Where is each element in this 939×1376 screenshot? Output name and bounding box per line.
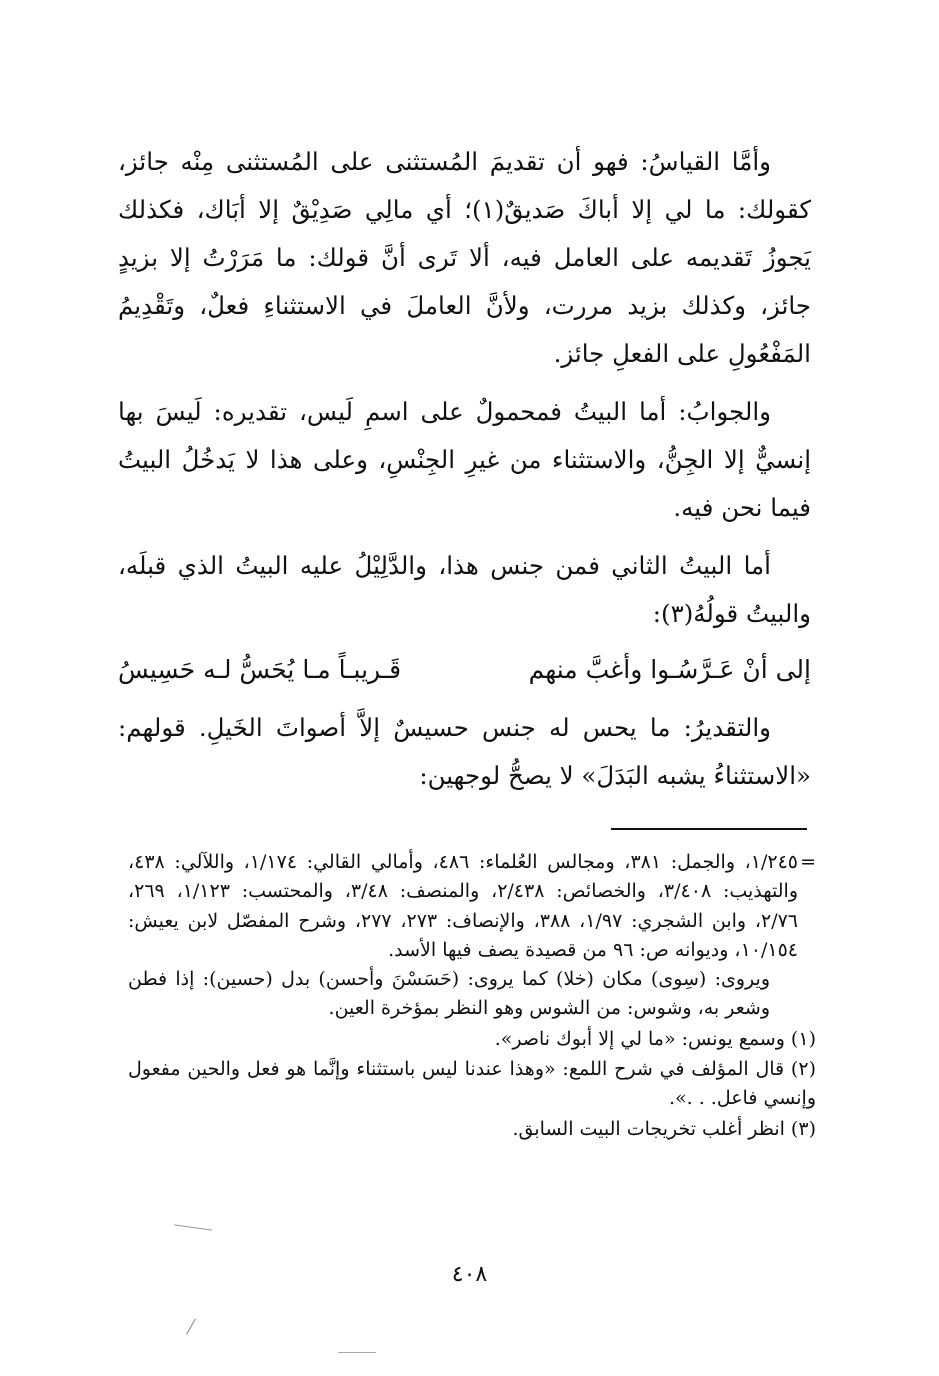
paragraph-estimation: والتقديرُ: ما يحس له جنس حسيسٌ إلاَّ أصواتَ الخَيلِ. قولهم: «الاستثناءُ يشبه البَدَلَ» لا يصحُّ لوجهين:: [118, 713, 811, 790]
scan-mark: [338, 1352, 376, 1353]
footnotes: [128, 848, 816, 1145]
verse-first-hemistich: إلى أنْ عَـرَّسُـوا وأغبَّ منهم: [528, 655, 811, 684]
paragraph-analogy: وأمَّا القياسُ: فهو أن تقديمَ المُستثنى على المُستثنى مِنْه جائز، كقولك: ما لي إلا أباكَ صَديقٌ(١)؛ أي مالِي صَدِيْقٌ إلا أبَاك، فكذلك يَجوزُ تَقديمه على العامل فيه، ألا تَرى أنَّ قولك: ما مَرَرْتُ إلا بزيدٍ جائز، وكذلك بزيد مررت، ولأنَّ العاملَ في الاستثناءِ فعلٌ، وتَقْدِيمُ المَفْعُولِ على الفعلِ جائز.: [118, 147, 812, 368]
page-number: ٤٠٨: [451, 1262, 488, 1287]
scan-mark: [186, 1318, 196, 1334]
paragraph-answer: والجوابُ: أما البيتُ فمحمولٌ على اسمِ لَيس، تقديره: لَيسَ بها إنسيٌّ إلا الجِنُّ، والاستثناء من غيرِ الجِنْسِ، وعلى هذا لا يَدخُلُ البيتُ فيما نحن فيه.: [118, 397, 811, 522]
footnote-2: (٢) قال المؤلف في شرح اللمع: «وهذا عندنا ليس باستثناء وإنَّما هو فعل والحين مفعول وإنسي فاعل. . .».: [128, 1058, 816, 1110]
scan-mark: [174, 1224, 212, 1230]
footnote-continuation: [128, 848, 816, 965]
footnote-separator: [611, 828, 807, 830]
main-text: [118, 138, 811, 810]
footnote-3: (٣) انظر أغلب تخريجات البيت السابق.: [512, 1117, 816, 1140]
footnote-variant: ويروى: (سِوى) مكان (خلا) كما يروى: (حَسَسْنَ وأحسن) بدل (حسين): إذا فطن وشعر به، وشوس: من الشوس وهو النظر بمؤخرة العين.: [128, 968, 771, 1020]
continuation-text: ١/٢٤٥، والجمل: ٣٨١، ومجالس العُلماء: ٤٨٦، وأمالي القالي: ١/١٧٤، واللآلي: ٤٣٨، والتهذيب: ٣/٤٠٨، والخصائص: ٢/٤٣٨، والمنصف: ٣/٤٨، والمحتسب: ١/١٢٣، ٢٦٩، ٢/٧٦، وابن الشجري: ١/٩٧، ٣٨٨، والإنصاف: ٢٧٣، ٢٧٧، وشرح المفصّل لابن يعيش: ١٠/١٥٤، وديوانه ص: ٩٦ من قصيدة يصف فيها الأسد.: [128, 851, 799, 961]
verse-second-hemistich: قَـريبـاً مـا يُحَسُّ لـه حَسِيسُ: [118, 655, 402, 684]
poetry-verse: [118, 648, 811, 692]
paragraph-second-verse: أما البيتُ الثاني فمن جنس هذا، والدَّلِيْلُ عليه البيتُ الذي قبلَه، والبيتُ قولُهُ(٣):: [118, 551, 811, 628]
continuation-mark: =: [800, 851, 816, 873]
footnote-1: (١) وسمع يونس: «ما لي إلا أبوك ناصر».: [494, 1027, 816, 1050]
